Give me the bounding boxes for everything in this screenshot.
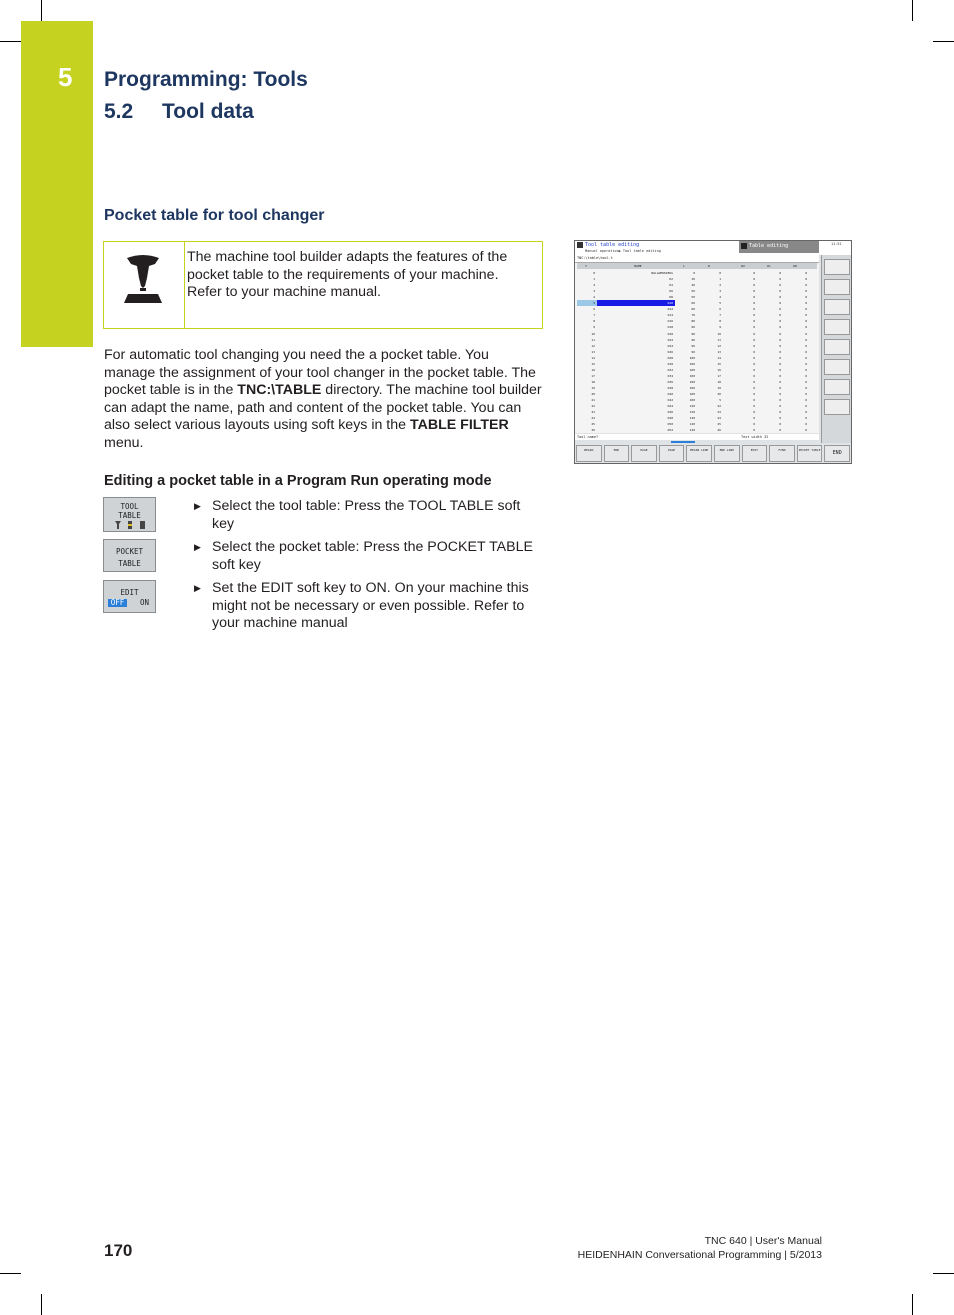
table-cell[interactable]: 0 <box>805 325 807 330</box>
table-cell[interactable]: 0 <box>753 343 755 348</box>
table-cell[interactable]: 30 <box>691 277 695 282</box>
edit-on-indicator: ON <box>140 598 150 607</box>
table-cell[interactable]: 20 <box>717 392 721 396</box>
table-cell[interactable]: 0 <box>753 295 755 300</box>
table-cell[interactable]: 0 <box>779 277 781 282</box>
table-cell[interactable]: 0 <box>779 349 781 354</box>
table-cell[interactable]: 0 <box>753 301 755 306</box>
table-cell[interactable]: 0 <box>805 331 807 336</box>
table-cell[interactable]: 24 <box>717 416 721 421</box>
table-cell[interactable]: 15 <box>591 361 595 366</box>
table-cell[interactable]: 0 <box>805 301 807 306</box>
table-cell[interactable]: 0 <box>753 355 755 360</box>
vertical-softkey[interactable] <box>824 299 850 315</box>
table-cell[interactable]: 0 <box>753 361 755 366</box>
table-cell[interactable]: 24 <box>591 416 595 421</box>
table-cell[interactable]: 18 <box>717 379 721 384</box>
table-cell[interactable]: 100 <box>689 373 695 378</box>
table-cell[interactable]: 25 <box>591 422 595 427</box>
table-cell[interactable]: 120 <box>689 416 695 421</box>
step-arrow-icon: ▶ <box>194 501 201 511</box>
heading-editing: Editing a pocket table in a Program Run operating mode <box>104 473 492 489</box>
table-cell[interactable]: 3 <box>593 289 595 294</box>
table-cell[interactable]: D2 <box>669 277 673 282</box>
screen-clock: 11:51 <box>831 242 842 246</box>
table-cell[interactable]: D28 <box>667 355 673 360</box>
table-cell[interactable]: 0 <box>753 392 755 396</box>
vertical-softkey[interactable] <box>824 379 850 395</box>
table-cell[interactable]: 23 <box>591 410 595 415</box>
table-cell[interactable]: D14 <box>667 313 673 318</box>
table-cell[interactable]: 0 <box>753 271 755 275</box>
table-cell[interactable]: 70 <box>691 313 695 318</box>
table-cell[interactable]: 0 <box>753 331 755 336</box>
table-cell[interactable]: 5 <box>593 301 595 306</box>
table-cell[interactable]: 120 <box>689 410 695 415</box>
table-cell[interactable]: D20 <box>667 331 673 336</box>
vertical-softkey[interactable] <box>824 359 850 375</box>
crop-mark <box>41 0 42 21</box>
table-cell[interactable]: 23 <box>717 410 721 415</box>
table-cell[interactable]: 0 <box>779 428 781 433</box>
table-cell[interactable]: 11 <box>717 337 721 342</box>
table-cell[interactable]: 7 <box>593 313 595 318</box>
table-cell[interactable]: 7 <box>719 313 721 318</box>
table-cell[interactable]: 100 <box>689 355 695 360</box>
table-cell[interactable]: 0 <box>753 283 755 288</box>
screen-softkey[interactable]: END <box>824 445 850 462</box>
table-cell[interactable]: 0 <box>805 283 807 288</box>
table-cell[interactable]: 0 <box>805 379 807 384</box>
table-cell[interactable]: 22 <box>591 404 595 409</box>
table-cell[interactable]: 120 <box>689 404 695 409</box>
table-cell[interactable]: D46 <box>667 410 673 415</box>
crop-mark <box>0 41 21 42</box>
table-cell[interactable]: 13 <box>717 349 721 354</box>
table-cell[interactable]: 0 <box>779 410 781 415</box>
table-cell[interactable]: 100 <box>689 385 695 390</box>
table-cell[interactable]: 0 <box>753 325 755 330</box>
chapter-number: 5 <box>58 62 73 92</box>
table-cell[interactable]: 0 <box>805 361 807 366</box>
table-cell[interactable]: 0 <box>779 392 781 396</box>
table-cell[interactable]: 0 <box>753 385 755 390</box>
table-cell[interactable]: 0 <box>753 379 755 384</box>
softkey-label: TABLE <box>118 511 141 520</box>
softkey-label: EDIT <box>120 588 139 597</box>
table-cell[interactable]: 0 <box>779 289 781 294</box>
step-arrow-icon: ▶ <box>194 583 201 593</box>
table-cell[interactable]: 13 <box>591 349 595 354</box>
table-cell[interactable]: 0 <box>753 428 755 433</box>
table-cell[interactable]: 16 <box>591 367 595 372</box>
table-cell[interactable]: 0 <box>779 355 781 360</box>
table-cell[interactable]: 80 <box>691 319 695 324</box>
paragraph-text: directory. The machine tool builder can adapt the name, path and content of the pocket table. You can also select various layouts using soft keys in the <box>104 382 542 434</box>
crop-mark <box>912 1294 913 1315</box>
table-cell[interactable]: 14 <box>591 355 595 360</box>
table-cell[interactable]: 21 <box>591 398 595 403</box>
table-cell[interactable]: D32 <box>667 367 673 372</box>
status-bar <box>575 434 819 440</box>
footer-line: HEIDENHAIN Conversational Programming | 5/2013 <box>577 1248 822 1261</box>
table-cell[interactable]: 90 <box>691 349 695 354</box>
table-cell[interactable]: 8 <box>593 319 595 324</box>
table-cell[interactable]: D36 <box>667 379 673 384</box>
menu-bold: TABLE FILTER <box>409 417 509 434</box>
table-cell[interactable]: 2 <box>593 283 595 288</box>
table-cell[interactable]: D22 <box>667 337 673 342</box>
table-cell[interactable]: 0 <box>805 428 807 433</box>
table-cell[interactable]: 0 <box>805 416 807 421</box>
column-header[interactable]: DL <box>767 264 771 268</box>
table-cell[interactable]: 0 <box>779 361 781 366</box>
table-cell[interactable]: 0 <box>805 373 807 378</box>
table-cell[interactable]: 0 <box>779 319 781 324</box>
table-cell[interactable]: 26 <box>717 428 721 433</box>
paragraph-text: menu. <box>104 434 144 451</box>
table-cell[interactable]: 6 <box>593 307 595 312</box>
pocket-table-softkey[interactable] <box>103 539 156 572</box>
screen-softkey[interactable]: EDIT <box>742 445 768 462</box>
table-cell[interactable]: 0 <box>753 410 755 415</box>
table-cell[interactable]: 9 <box>719 325 721 330</box>
table-row[interactable] <box>577 427 817 433</box>
machine-tool-icon <box>121 252 165 306</box>
table-cell[interactable]: D40 <box>667 392 673 396</box>
table-cell[interactable]: 0 <box>805 355 807 360</box>
table-cell[interactable]: 100 <box>689 398 695 403</box>
table-cell[interactable]: 0 <box>805 277 807 282</box>
table-cell[interactable]: 0 <box>805 319 807 324</box>
table-cell[interactable]: 3 <box>719 289 721 294</box>
table-cell[interactable]: 60 <box>691 301 695 306</box>
mode-icon <box>577 242 583 248</box>
table-cell[interactable]: 50 <box>691 295 695 300</box>
screen-softkey[interactable]: END LINE <box>714 445 740 462</box>
column-header[interactable]: DR <box>793 264 797 268</box>
table-cell[interactable]: D6 <box>669 289 673 294</box>
table-cell[interactable]: D30 <box>667 361 673 366</box>
edit-mode-icon <box>741 243 747 249</box>
table-cell[interactable]: D18 <box>667 325 673 330</box>
table-cell[interactable]: 4 <box>593 295 595 300</box>
table-cell[interactable]: 10 <box>717 331 721 336</box>
section-title: Tool data <box>162 100 254 123</box>
table-cell[interactable]: D52 <box>667 428 673 433</box>
table-cell[interactable]: 17 <box>591 373 595 378</box>
table-cell[interactable]: 0 <box>753 422 755 427</box>
table-cell[interactable]: 0 <box>779 325 781 330</box>
table-cell[interactable]: 0 <box>593 271 595 275</box>
screen-softkey[interactable]: END <box>604 445 630 462</box>
screen-softkey[interactable]: BEGIN LINE <box>686 445 712 462</box>
table-cell[interactable]: 0 <box>805 392 807 396</box>
table-cell[interactable]: 0 <box>779 271 781 275</box>
table-cell[interactable]: 0 <box>779 373 781 378</box>
screen-softkey[interactable]: BEGIN <box>576 445 602 462</box>
table-cell[interactable]: 0 <box>805 271 807 275</box>
table-cell[interactable]: 0 <box>805 337 807 342</box>
table-cell[interactable]: 11 <box>591 337 595 342</box>
vertical-softkey[interactable] <box>824 319 850 335</box>
table-cell[interactable]: 0 <box>779 404 781 409</box>
table-cell[interactable]: 0 <box>779 422 781 427</box>
screen-path: TNC:\table\tool.t <box>577 256 613 260</box>
vertical-softkey[interactable] <box>824 279 850 295</box>
table-cell[interactable]: D50 <box>667 422 673 427</box>
chapter-title: Programming: Tools <box>104 68 308 91</box>
table-cell[interactable]: 0 <box>779 313 781 318</box>
crop-mark <box>0 1273 21 1274</box>
table-cell[interactable]: D4 <box>669 283 673 288</box>
table-cell[interactable]: 0 <box>753 319 755 324</box>
table-cell[interactable]: 0 <box>779 301 781 306</box>
tool-table[interactable] <box>575 263 819 433</box>
table-cell[interactable]: 0 <box>779 398 781 403</box>
note-text: The machine tool builder adapts the features of the pocket table to the requirements of your machine. Refer to your machine manual. <box>187 249 508 301</box>
table-cell[interactable]: 0 <box>805 385 807 390</box>
path-bold: TNC:\TABLE <box>237 382 322 399</box>
table-cell[interactable]: 0 <box>779 367 781 372</box>
step-text: Select the tool table: Press the TOOL TABLE soft key <box>212 498 521 532</box>
table-cell[interactable]: 26 <box>591 428 595 433</box>
note-divider <box>184 241 185 328</box>
table-cell[interactable]: 0 <box>753 373 755 378</box>
table-cell[interactable]: 16 <box>717 367 721 372</box>
table-cell[interactable]: 0 <box>753 398 755 403</box>
vertical-softkey[interactable] <box>824 339 850 355</box>
table-cell[interactable]: 5 <box>719 398 721 403</box>
crop-mark <box>912 0 913 21</box>
table-cell[interactable]: 1 <box>719 277 721 282</box>
table-cell[interactable]: 0 <box>805 295 807 300</box>
table-cell[interactable]: 0 <box>779 337 781 342</box>
table-cell[interactable]: 2 <box>719 283 721 288</box>
table-cell[interactable]: D12 <box>667 307 673 312</box>
crop-mark <box>933 41 954 42</box>
column-header[interactable]: R2 <box>741 264 745 268</box>
table-cell[interactable]: 50 <box>691 289 695 294</box>
table-cell[interactable]: D42 <box>667 398 673 403</box>
softkey-label: POCKET <box>115 547 144 556</box>
table-cell[interactable]: 0 <box>805 410 807 415</box>
table-cell[interactable]: 0 <box>719 271 721 275</box>
screen-subtitle: Manual operation▶ Tool table editing <box>585 249 661 253</box>
table-cell[interactable]: 0 <box>805 289 807 294</box>
table-cell[interactable]: 120 <box>689 422 695 427</box>
table-cell[interactable]: 0 <box>779 416 781 421</box>
table-cell[interactable]: 12 <box>717 343 721 348</box>
table-cell[interactable]: 19 <box>717 385 721 390</box>
table-cell[interactable]: 17 <box>717 373 721 378</box>
table-cell[interactable]: 25 <box>717 422 721 427</box>
vertical-softkey[interactable] <box>824 399 850 415</box>
column-header[interactable]: R <box>708 264 710 268</box>
body-paragraph <box>104 347 544 453</box>
table-cell[interactable]: NULLWERKZEUG <box>651 271 673 275</box>
table-cell[interactable]: 90 <box>691 343 695 348</box>
step-text: Set the EDIT soft key to ON. On your machine this might not be necessary or even possible. Refer to your machine manual <box>212 580 529 632</box>
table-cell[interactable]: 0 <box>779 295 781 300</box>
table-cell[interactable]: D16 <box>667 319 673 324</box>
table-cell[interactable]: 0 <box>805 398 807 403</box>
chapter-tab <box>21 21 93 347</box>
table-cell[interactable]: D38 <box>667 385 673 390</box>
table-cell[interactable]: 0 <box>753 404 755 409</box>
table-cell[interactable]: 90 <box>691 337 695 342</box>
screen-softkey[interactable]: POCKET TABLE <box>797 445 823 462</box>
table-cell[interactable]: D10 <box>667 301 673 306</box>
status-right: Text width 32 <box>741 435 769 439</box>
column-header[interactable]: NAME <box>634 264 642 268</box>
table-cell[interactable]: 0 <box>693 271 695 275</box>
table-cell[interactable]: 100 <box>689 379 695 384</box>
table-cell[interactable]: 0 <box>753 349 755 354</box>
table-cell[interactable]: 18 <box>591 379 595 384</box>
table-cell[interactable]: 0 <box>779 379 781 384</box>
table-cell[interactable]: 0 <box>805 404 807 409</box>
crop-mark <box>933 1273 954 1274</box>
table-cell[interactable]: 9 <box>593 325 595 330</box>
table-cell[interactable]: 0 <box>805 343 807 348</box>
table-cell[interactable]: 1 <box>593 277 595 282</box>
table-cell[interactable]: 0 <box>753 277 755 282</box>
table-cell[interactable]: 14 <box>717 355 721 360</box>
table-cell[interactable]: 12 <box>591 343 595 348</box>
table-cell[interactable]: 0 <box>779 331 781 336</box>
table-cell[interactable]: 0 <box>753 337 755 342</box>
table-cell[interactable]: 19 <box>591 385 595 390</box>
page-number: 170 <box>104 1241 133 1260</box>
table-cell[interactable]: D8 <box>669 295 673 300</box>
edit-softkey[interactable] <box>103 580 156 613</box>
table-cell[interactable]: 8 <box>719 319 721 324</box>
table-cell[interactable]: 0 <box>753 416 755 421</box>
table-cell[interactable]: 0 <box>753 367 755 372</box>
footer-line: TNC 640 | User's Manual <box>704 1235 822 1247</box>
screen-softkey[interactable]: PAGE <box>631 445 657 462</box>
screen-title: Tool table editing <box>585 242 640 248</box>
table-cell[interactable]: 15 <box>717 361 721 366</box>
table-cell[interactable]: 100 <box>689 361 695 366</box>
table-cell[interactable]: 0 <box>753 313 755 318</box>
table-cell[interactable]: 100 <box>689 392 695 396</box>
right-softkey-column <box>821 255 852 443</box>
vertical-softkey[interactable] <box>824 259 850 275</box>
table-cell[interactable]: 4 <box>719 295 721 300</box>
table-cell[interactable]: 0 <box>779 385 781 390</box>
table-cell[interactable]: 0 <box>753 289 755 294</box>
heading-pocket-table: Pocket table for tool changer <box>104 207 325 224</box>
status-left: Tool name? <box>577 435 599 439</box>
table-cell[interactable]: 0 <box>779 307 781 312</box>
table-cell[interactable]: D34 <box>667 373 673 378</box>
table-cell[interactable]: D44 <box>667 404 673 409</box>
paragraph-text: For automatic tool changing you need the a pocket table. You manage the assignment of your tool changer in the pocket table. The pocket table is in the <box>104 347 536 399</box>
footer <box>578 1235 822 1262</box>
table-cell[interactable]: D24 <box>667 343 673 348</box>
table-cell[interactable]: 90 <box>691 331 695 336</box>
table-cell[interactable]: 6 <box>719 307 721 312</box>
table-cell[interactable]: 100 <box>689 367 695 372</box>
table-cell[interactable]: 5 <box>719 301 721 306</box>
table-cell[interactable]: 60 <box>691 307 695 312</box>
table-cell[interactable]: D48 <box>667 416 673 421</box>
softkey-label: TOOL <box>120 502 139 511</box>
screen-mode: Table editing <box>749 243 789 249</box>
table-cell[interactable]: 40 <box>691 283 695 288</box>
table-cell[interactable]: 0 <box>805 422 807 427</box>
table-cell[interactable]: 0 <box>779 283 781 288</box>
table-cell[interactable]: 90 <box>691 325 695 330</box>
section-number: 5.2 <box>104 100 134 123</box>
table-cell[interactable]: 120 <box>689 428 695 433</box>
table-cell[interactable]: 0 <box>805 349 807 354</box>
screen-softkey-bar <box>575 444 851 463</box>
step-text: Select the pocket table: Press the POCKET TABLE soft key <box>212 539 533 573</box>
table-cell[interactable]: 0 <box>779 343 781 348</box>
column-header[interactable]: L <box>683 264 685 268</box>
table-cell[interactable]: 20 <box>591 392 595 396</box>
scroll-indicator <box>671 441 695 443</box>
edit-off-indicator: OFF <box>108 599 127 607</box>
table-cell[interactable]: 22 <box>717 404 721 409</box>
table-cell[interactable]: 0 <box>805 367 807 372</box>
screen-softkey[interactable]: FIND <box>769 445 795 462</box>
softkey-label: TABLE <box>118 559 141 568</box>
tool-table-softkey[interactable] <box>103 497 156 532</box>
tools-icon <box>114 520 148 530</box>
crop-mark <box>41 1294 42 1315</box>
table-cell[interactable]: 10 <box>591 331 595 336</box>
tnc-screenshot <box>574 240 852 464</box>
step-arrow-icon: ▶ <box>194 542 201 552</box>
table-cell[interactable]: 0 <box>805 307 807 312</box>
screen-softkey[interactable]: PAGE <box>659 445 685 462</box>
table-cell[interactable]: 0 <box>805 313 807 318</box>
table-cell[interactable]: 0 <box>753 307 755 312</box>
table-cell[interactable]: D26 <box>667 349 673 354</box>
column-header[interactable]: T <box>585 264 587 268</box>
table-header-row <box>577 263 817 269</box>
